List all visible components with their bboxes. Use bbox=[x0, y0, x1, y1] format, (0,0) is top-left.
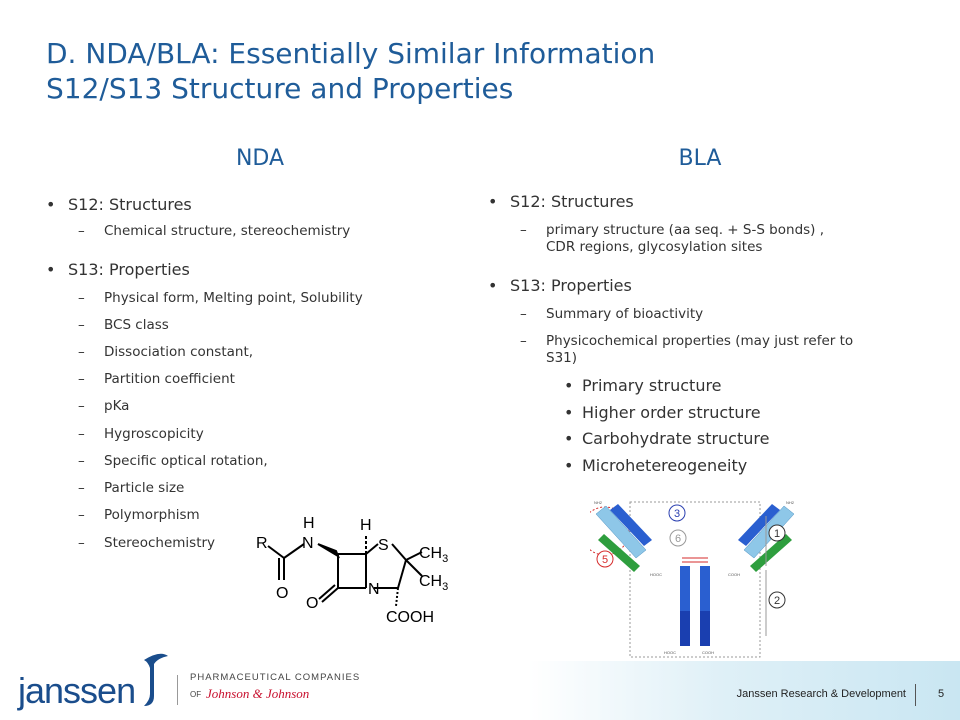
nda-s13-item: – Physical form, Melting point, Solubility bbox=[78, 290, 363, 306]
mol-ch3-a: $CH_3$ bbox=[419, 545, 449, 565]
nda-s13-item: – Particle size bbox=[78, 480, 185, 496]
nda-s13-item: – Polymorphism bbox=[78, 507, 200, 523]
nda-s13-item: – Hygroscopicity bbox=[78, 426, 204, 442]
ab-nh2-left: NH2 bbox=[594, 500, 603, 505]
bla-level3-item: • Higher order structure bbox=[582, 403, 761, 422]
bla-s13-bullet: • S13: Properties bbox=[510, 276, 632, 295]
mol-cooh: COOH bbox=[386, 609, 434, 626]
ab-marker-6: 6 bbox=[674, 533, 682, 545]
mol-o1: O bbox=[276, 585, 289, 602]
bla-s13-item: – Physicochemical properties (may just refer to S31) bbox=[520, 333, 854, 366]
nda-s13-bullet: • S13: Properties bbox=[68, 260, 190, 279]
nda-s12-item: – Chemical structure, stereochemistry bbox=[78, 223, 351, 239]
ab-cooh-bottom: COOH bbox=[702, 650, 714, 655]
footer-separator bbox=[915, 684, 916, 706]
ab-hooc-bottom: HOOC bbox=[664, 650, 676, 655]
footer-org: Janssen Research & Development bbox=[736, 688, 906, 700]
title-line-2: S12/S13 Structure and Properties bbox=[46, 72, 514, 105]
mol-h: H bbox=[360, 517, 372, 534]
ab-marker-5: 5 bbox=[601, 554, 609, 566]
nda-s13-item: – BCS class bbox=[78, 317, 169, 333]
logo-separator bbox=[177, 675, 178, 705]
mol-nh-h: H bbox=[303, 515, 315, 532]
mol-nh-n: N bbox=[302, 535, 314, 552]
janssen-logo: janssen bbox=[18, 670, 136, 711]
title-line-1: D. NDA/BLA: Essentially Similar Information bbox=[46, 37, 656, 70]
bla-heading: BLA bbox=[678, 146, 722, 171]
mol-s: S bbox=[378, 537, 389, 554]
mol-r: R bbox=[256, 535, 268, 552]
nda-heading: NDA bbox=[235, 146, 285, 171]
ab-cooh-right: COOH bbox=[728, 572, 740, 577]
mol-ch3-b: $CH_3$ bbox=[419, 573, 449, 593]
ab-hooc-left: HOOC bbox=[650, 572, 662, 577]
bla-level3-item: • Microhetereogeneity bbox=[582, 456, 747, 475]
nda-s13-item: – pKa bbox=[78, 398, 130, 414]
nda-s12-bullet: • S12: Structures bbox=[68, 195, 192, 214]
nda-s13-item: – Stereochemistry bbox=[78, 535, 216, 551]
mol-n: N bbox=[368, 581, 380, 598]
ab-marker-2: 2 bbox=[773, 595, 781, 607]
jnj-logo: Johnson & Johnson bbox=[206, 686, 310, 701]
bla-level3-item: • Primary structure bbox=[582, 376, 722, 395]
bla-s12-item: – primary structure (aa seq. + S-S bonds) , CDR regions, glycosylation sites bbox=[520, 222, 825, 255]
antibody-diagram bbox=[590, 496, 800, 681]
janssen-swoosh-icon bbox=[140, 650, 170, 710]
nda-s13-item: – Specific optical rotation, bbox=[78, 453, 268, 469]
nda-s13-item: – Partition coefficient bbox=[78, 371, 235, 387]
page-number: 5 bbox=[938, 688, 945, 700]
ab-marker-3: 3 bbox=[673, 508, 681, 520]
penicillin-structure bbox=[244, 508, 474, 633]
nda-s13-item: – Dissociation constant, bbox=[78, 344, 254, 360]
mol-o2: O bbox=[306, 595, 319, 612]
slide-title bbox=[46, 36, 926, 106]
bla-level3-item: • Carbohydrate structure bbox=[582, 429, 769, 448]
ab-marker-1: 1 bbox=[773, 528, 781, 540]
bla-s12-bullet: • S12: Structures bbox=[510, 192, 634, 211]
ab-nh2-right: NH2 bbox=[786, 500, 795, 505]
bla-s13-item: – Summary of bioactivity bbox=[520, 306, 704, 322]
pharma-companies-label: PHARMACEUTICAL COMPANIES bbox=[190, 672, 361, 683]
of-label: OF bbox=[190, 690, 202, 699]
